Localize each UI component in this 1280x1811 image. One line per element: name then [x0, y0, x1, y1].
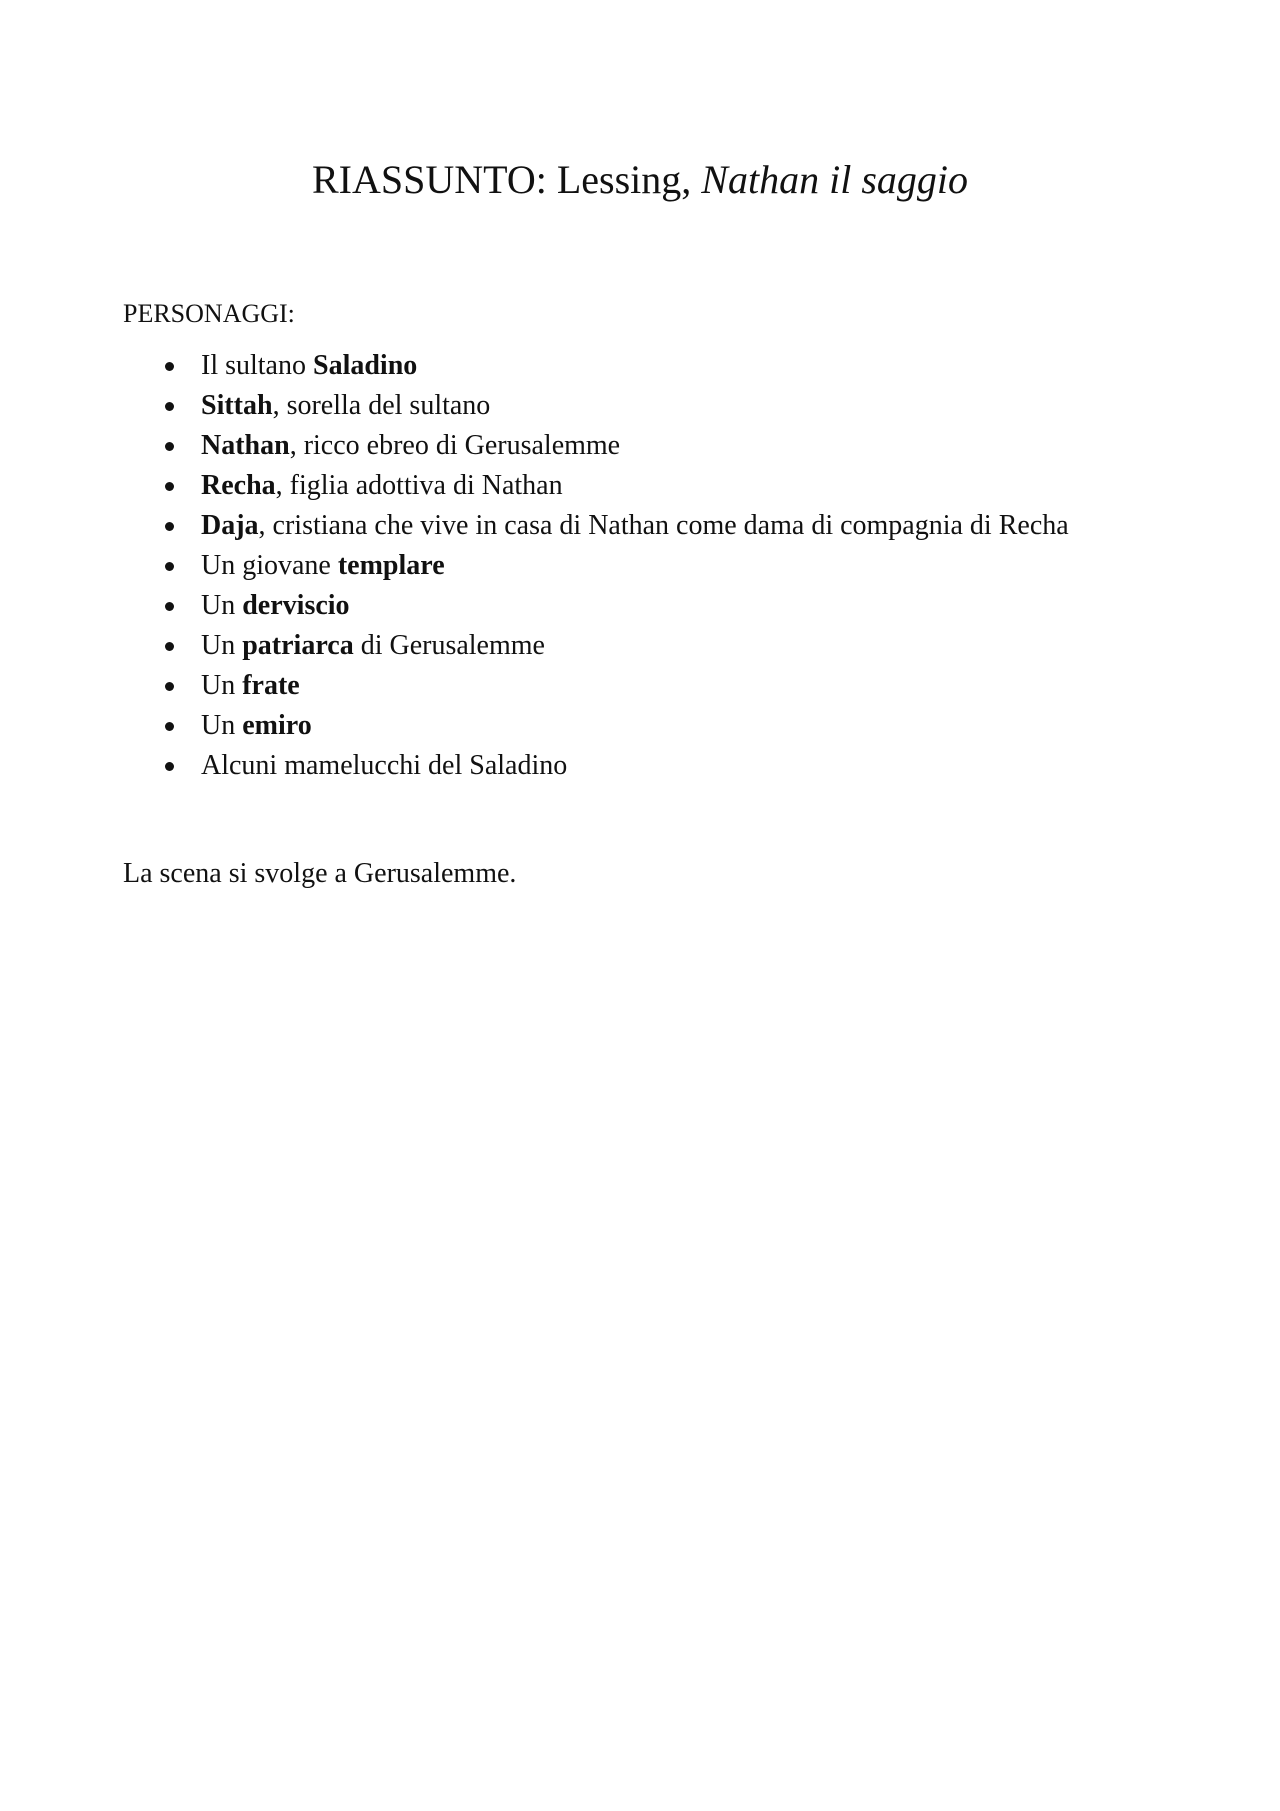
- bullet-icon: [165, 722, 174, 731]
- list-item: Un frate: [0, 666, 1069, 706]
- list-item: Un giovane templare: [0, 546, 1069, 586]
- list-item: Recha, figlia adottiva di Nathan: [0, 466, 1069, 506]
- section-label: PERSONAGGI:: [123, 299, 295, 328]
- title-prefix: RIASSUNTO: Lessing,: [312, 157, 702, 202]
- bullet-icon: [165, 362, 174, 371]
- bullet-icon: [165, 402, 174, 411]
- list-item: Alcuni mamelucchi del Saladino: [0, 746, 1069, 786]
- list-item: Un emiro: [0, 706, 1069, 746]
- title-work: Nathan il saggio: [701, 157, 968, 202]
- page-title: [0, 152, 1280, 208]
- list-item: Un derviscio: [0, 586, 1069, 626]
- list-item: Daja, cristiana che vive in casa di Nathan come dama di compagnia di Recha: [0, 506, 1069, 546]
- bullet-icon: [165, 442, 174, 451]
- bullet-icon: [165, 602, 174, 611]
- bullet-icon: [165, 682, 174, 691]
- bullet-icon: [165, 522, 174, 531]
- bullet-icon: [165, 562, 174, 571]
- list-item: Un patriarca di Gerusalemme: [0, 626, 1069, 666]
- bullet-icon: [165, 762, 174, 771]
- list-item: Nathan, ricco ebreo di Gerusalemme: [0, 426, 1069, 466]
- character-list: [0, 346, 1069, 786]
- bullet-icon: [165, 482, 174, 491]
- bullet-icon: [165, 642, 174, 651]
- list-item: Sittah, sorella del sultano: [0, 386, 1069, 426]
- closing-sentence: La scena si svolge a Gerusalemme.: [123, 858, 517, 889]
- list-item: Il sultano Saladino: [0, 346, 1069, 386]
